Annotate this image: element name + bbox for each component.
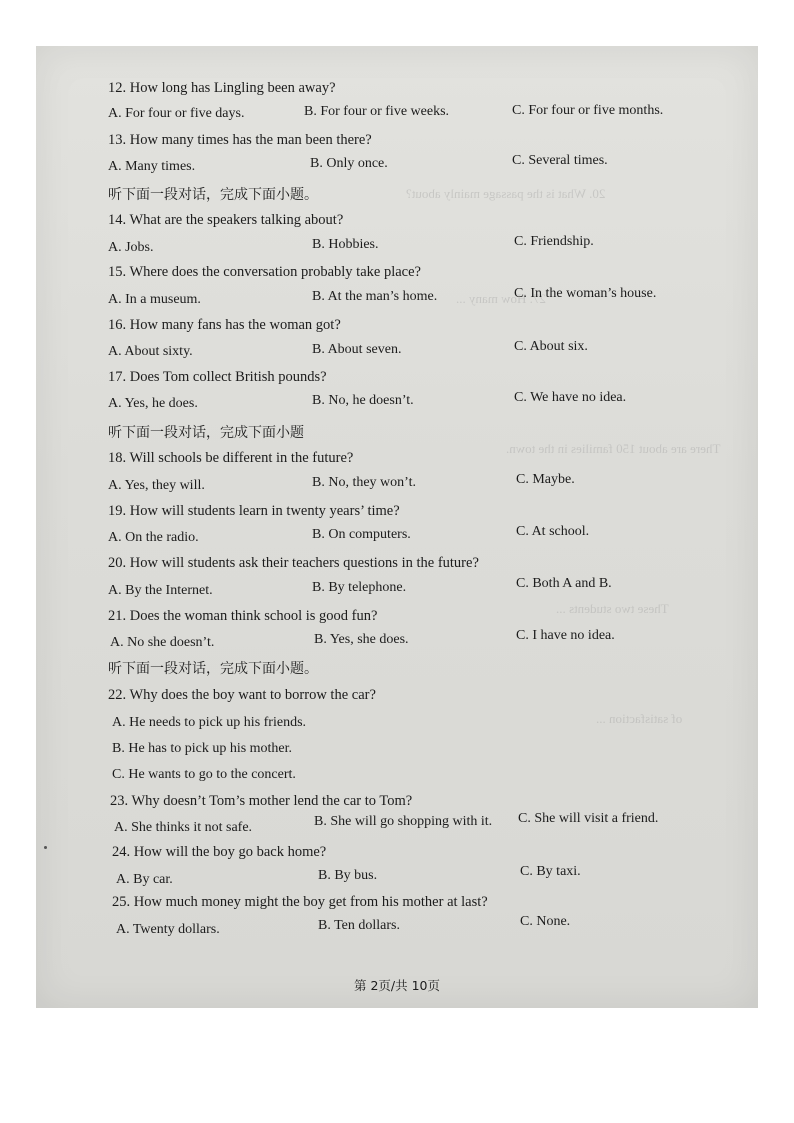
option-a: A. By car.	[116, 872, 173, 887]
bleed-through-text: 27. How many ...	[456, 291, 546, 306]
option-c: C. We have no idea.	[514, 390, 627, 405]
question-text: 21. Does the woman think school is good fun?	[108, 608, 378, 624]
option-b: B. Only once.	[310, 156, 388, 171]
question-text: 18. Will schools be different in the future?	[108, 450, 354, 466]
option-b: B. She will go shopping with it.	[314, 814, 493, 829]
option-c: C. For four or five months.	[512, 103, 664, 118]
question-text: 23. Why doesn’t Tom’s mother lend the car to Tom?	[110, 793, 413, 809]
bleed-through-text: There are about 150 families in the town.	[506, 441, 721, 456]
option-b: B. He has to pick up his mother.	[112, 741, 293, 756]
section-instruction: 听下面一段对话，完成下面小题。	[108, 661, 318, 677]
speck-mark	[44, 846, 47, 849]
option-b: B. For four or five weeks.	[304, 104, 450, 119]
option-c: C. Friendship.	[514, 234, 594, 249]
option-c: C. About six.	[514, 339, 588, 354]
option-a: A. For four or five days.	[108, 106, 245, 121]
question-text: 16. How many fans has the woman got?	[108, 317, 341, 333]
option-c: C. He wants to go to the concert.	[112, 767, 296, 782]
option-a: A. About sixty.	[108, 344, 193, 359]
scanned-exam-page	[36, 46, 758, 1008]
option-b: B. Hobbies.	[312, 237, 379, 252]
option-b: B. About seven.	[312, 342, 402, 357]
option-a: A. Jobs.	[108, 240, 154, 255]
option-a: A. Yes, he does.	[108, 396, 198, 411]
option-c: C. She will visit a friend.	[518, 811, 659, 826]
question-text: 19. How will students learn in twenty years’ time?	[108, 503, 400, 519]
page-number: 第 2页/共 10页	[353, 978, 441, 993]
question-text: 20. How will students ask their teachers questions in the future?	[108, 555, 479, 571]
section-instruction: 听下面一段对话，完成下面小题。	[108, 187, 318, 203]
option-b: B. By telephone.	[312, 580, 407, 595]
option-b: B. Yes, she does.	[314, 632, 409, 647]
option-b: B. At the man’s home.	[312, 289, 438, 304]
bleed-through-text: of satisfaction ...	[596, 711, 683, 726]
option-a: A. Yes, they will.	[108, 478, 205, 493]
option-c: C. At school.	[516, 524, 590, 539]
option-c: C. None.	[520, 914, 571, 929]
option-b: B. On computers.	[312, 527, 411, 542]
option-a: A. By the Internet.	[108, 583, 213, 598]
option-c: C. Both A and B.	[516, 576, 612, 591]
option-c: C. Several times.	[512, 153, 608, 168]
question-text: 12. How long has Lingling been away?	[108, 80, 336, 96]
question-text: 25. How much money might the boy get from his mother at last?	[112, 894, 488, 910]
option-c: C. By taxi.	[520, 864, 581, 879]
question-text: 13. How many times has the man been there?	[108, 132, 372, 148]
option-b: B. By bus.	[318, 868, 378, 883]
option-b: B. No, they won’t.	[312, 475, 416, 490]
option-a: A. On the radio.	[108, 530, 199, 545]
option-b: B. No, he doesn’t.	[312, 393, 414, 408]
option-b: B. Ten dollars.	[318, 918, 400, 933]
option-a: A. He needs to pick up his friends.	[112, 715, 307, 730]
question-text: 17. Does Tom collect British pounds?	[108, 369, 327, 385]
option-c: C. Maybe.	[516, 472, 575, 487]
option-c: C. In the woman’s house.	[514, 286, 657, 301]
option-a: A. No she doesn’t.	[110, 635, 215, 650]
option-a: A. In a museum.	[108, 292, 201, 307]
option-a: A. She thinks it not safe.	[114, 820, 253, 835]
question-text: 14. What are the speakers talking about?	[108, 212, 344, 228]
option-a: A. Many times.	[108, 159, 196, 174]
question-text: 15. Where does the conversation probably take place?	[108, 264, 421, 280]
bleed-through-text: 20. What is the passage mainly about?	[406, 186, 606, 201]
bleed-through-text: These two students ...	[556, 601, 669, 616]
section-instruction: 听下面一段对话，完成下面小题	[108, 425, 304, 441]
question-text: 24. How will the boy go back home?	[112, 844, 327, 860]
option-c: C. I have no idea.	[516, 628, 615, 643]
question-text: 22. Why does the boy want to borrow the car?	[108, 687, 376, 703]
option-a: A. Twenty dollars.	[116, 922, 220, 937]
